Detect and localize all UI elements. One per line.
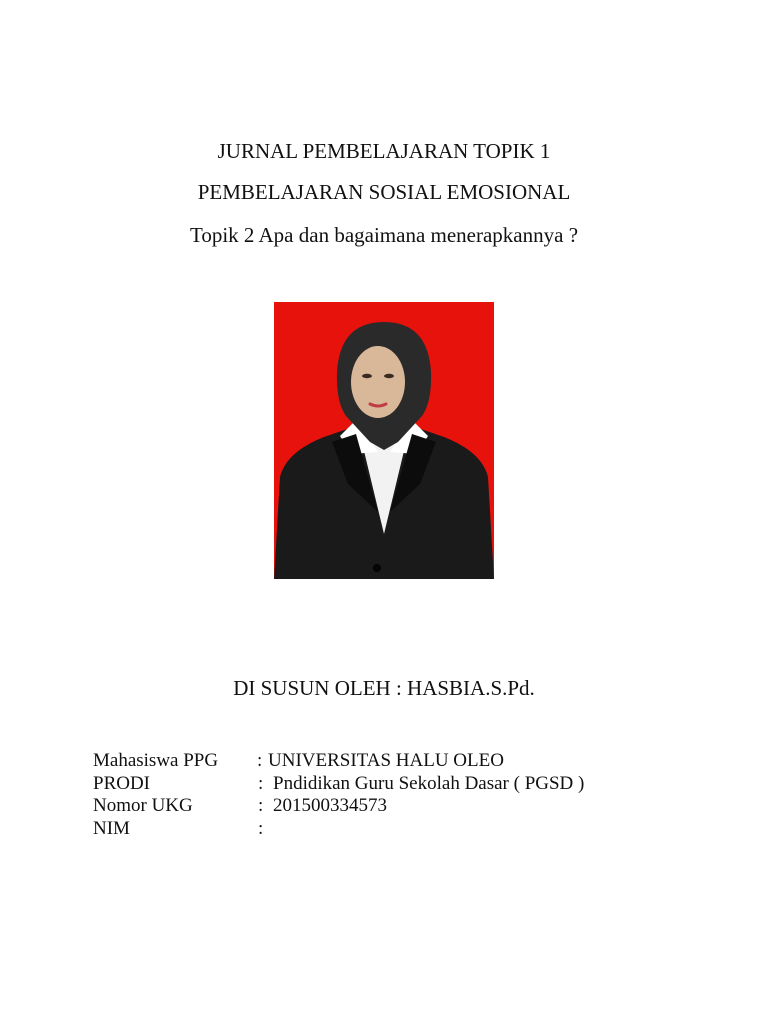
info-label: Mahasiswa PPG <box>93 750 219 771</box>
info-label: NIM <box>93 817 130 839</box>
info-separator: : <box>258 817 264 839</box>
info-value-ukg-number: 201500334573 <box>273 795 387 816</box>
author-credit: DI SUSUN OLEH : HASBIA.S.Pd. <box>233 676 535 700</box>
info-label: Nomor UKG <box>93 795 193 816</box>
info-separator: : <box>258 795 264 816</box>
document-subtitle: PEMBELAJARAN SOSIAL EMOSIONAL <box>197 180 571 204</box>
document-title: JURNAL PEMBELAJARAN TOPIK 1 <box>217 139 551 163</box>
info-separator: : <box>257 750 263 771</box>
info-value-university: UNIVERSITAS HALU OLEO <box>268 750 504 771</box>
info-value-program: Pndidikan Guru Sekolah Dasar ( PGSD ) <box>273 772 585 794</box>
info-separator: : <box>258 772 264 794</box>
info-label: PRODI <box>93 772 151 794</box>
author-portrait-photo <box>274 302 494 579</box>
document-topic: Topik 2 Apa dan bagaimana menerapkannya ? <box>189 223 579 247</box>
jacket-button <box>373 564 381 572</box>
